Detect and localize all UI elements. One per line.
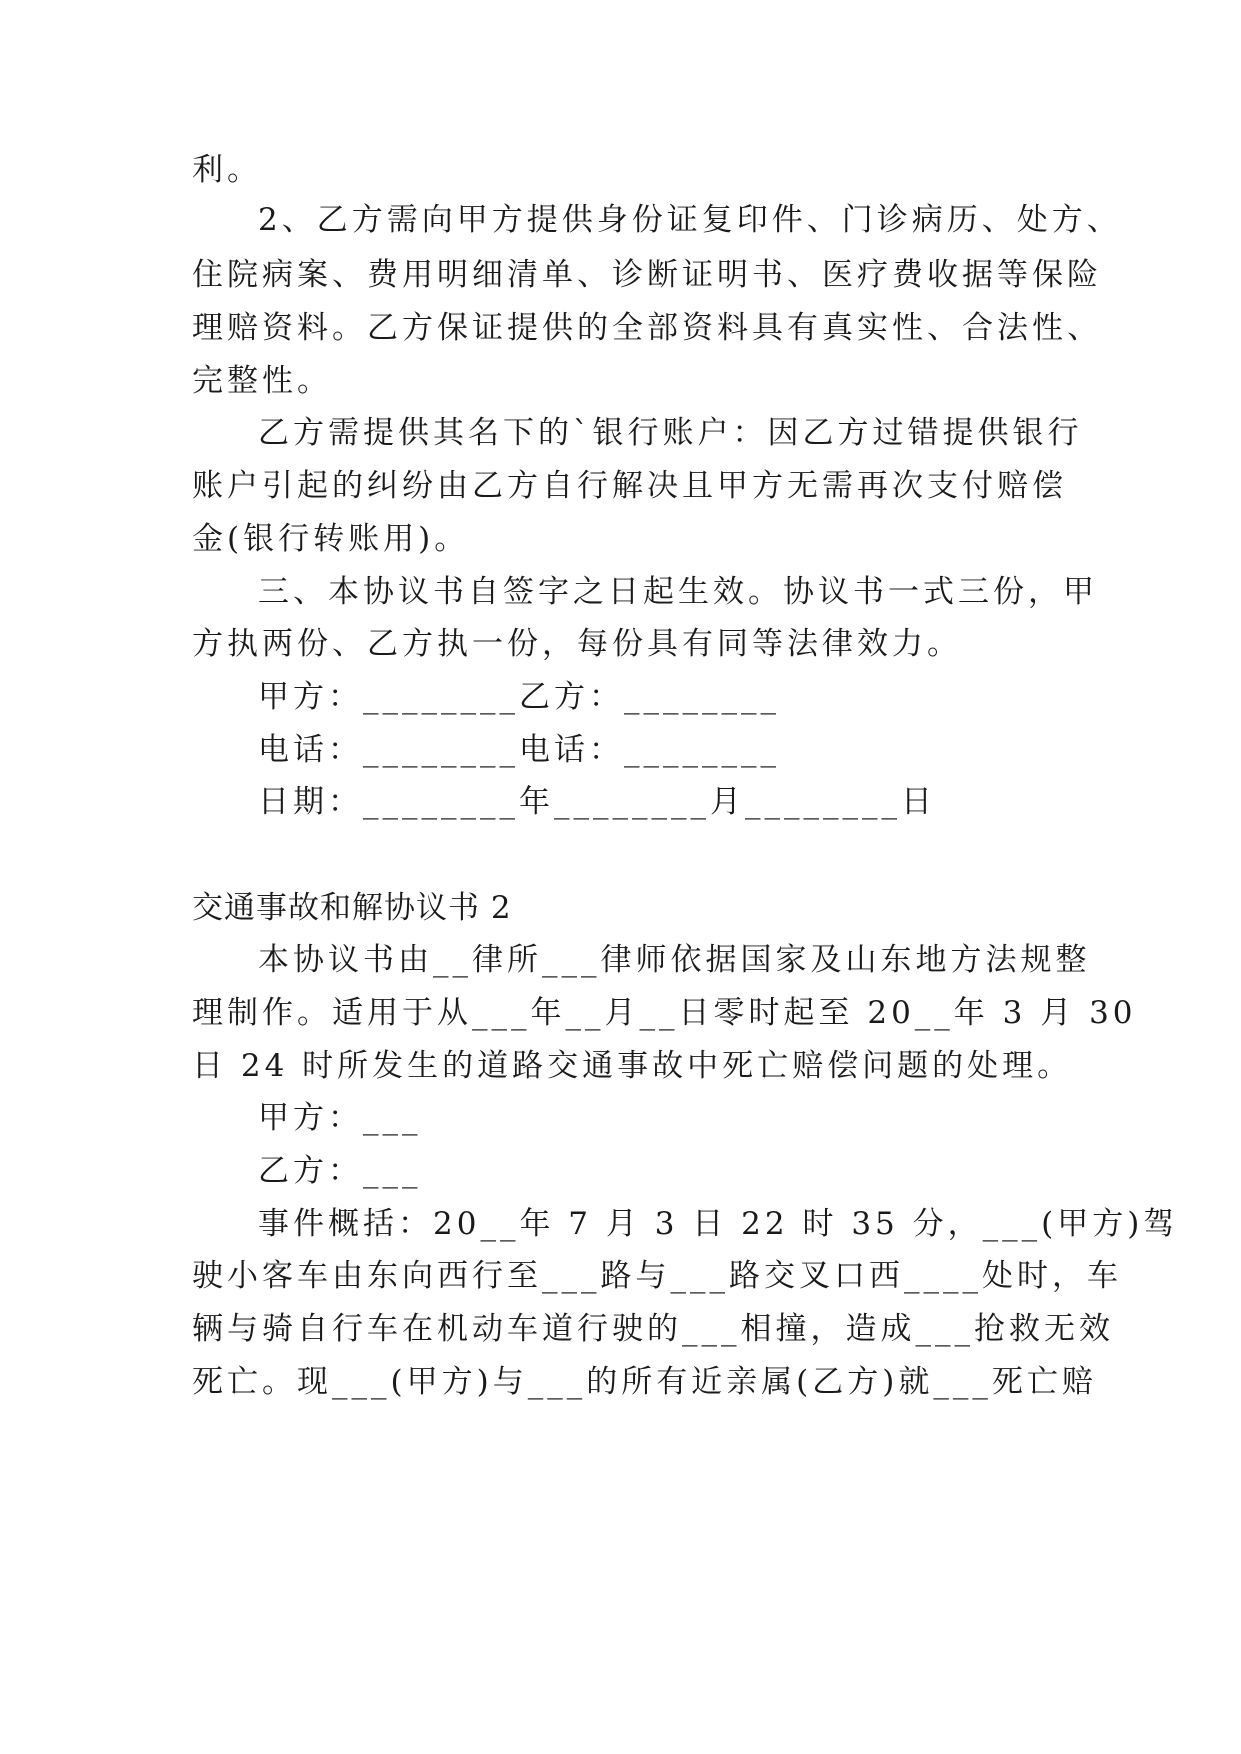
paragraph-line: 事件概括：20__年 7 月 3 日 22 时 35 分，___(甲方)驾 <box>258 1206 1179 1242</box>
paragraph-line: 2、乙方需向甲方提供身份证复印件、门诊病历、处方、 <box>258 202 1122 238</box>
paragraph-line: 本协议书由__律所___律师依据国家及山东地方法规整 <box>258 942 1091 978</box>
party-b-line: 乙方：___ <box>258 1153 422 1189</box>
paragraph-line: 乙方需提供其名下的`银行账户：因乙方过错提供银行 <box>258 415 1083 451</box>
signature-line-phone: 电话：________电话：________ <box>258 732 780 768</box>
signature-line-date: 日期：________年________月________日 <box>258 784 936 820</box>
section-title: 交通事故和解协议书 2 <box>192 890 512 926</box>
paragraph-line: 死亡。现___(甲方)与___的所有近亲属(乙方)就___死亡赔 <box>192 1364 1097 1400</box>
paragraph-line: 日 24 时所发生的道路交通事故中死亡赔偿问题的处理。 <box>192 1048 1073 1084</box>
paragraph-line: 理制作。适用于从___年__月__日零时起至 20__年 3 月 30 <box>192 995 1137 1031</box>
paragraph-line: 驶小客车由东向西行至___路与___路交叉口西____处时，车 <box>192 1258 1122 1294</box>
paragraph-line: 三、本协议书自签字之日起生效。协议书一式三份，甲 <box>258 574 1098 610</box>
signature-line-parties: 甲方：________乙方：________ <box>258 679 780 715</box>
paragraph-line: 理赔资料。乙方保证提供的全部资料具有真实性、合法性、 <box>192 310 1102 346</box>
paragraph-line: 方执两份、乙方执一份，每份具有同等法律效力。 <box>192 626 962 662</box>
paragraph-line: 辆与骑自行车在机动车道行驶的___相撞，造成___抢救无效 <box>192 1311 1114 1347</box>
party-a-line: 甲方：___ <box>258 1100 422 1136</box>
paragraph-line: 账户引起的纠纷由乙方自行解决且甲方无需再次支付赔偿 <box>192 468 1067 504</box>
paragraph-line: 住院病案、费用明细清单、诊断证明书、医疗费收据等保险 <box>192 257 1102 293</box>
paragraph-line: 完整性。 <box>192 363 332 399</box>
paragraph-line: 金(银行转账用)。 <box>192 521 470 557</box>
paragraph-line: 利。 <box>192 152 262 188</box>
